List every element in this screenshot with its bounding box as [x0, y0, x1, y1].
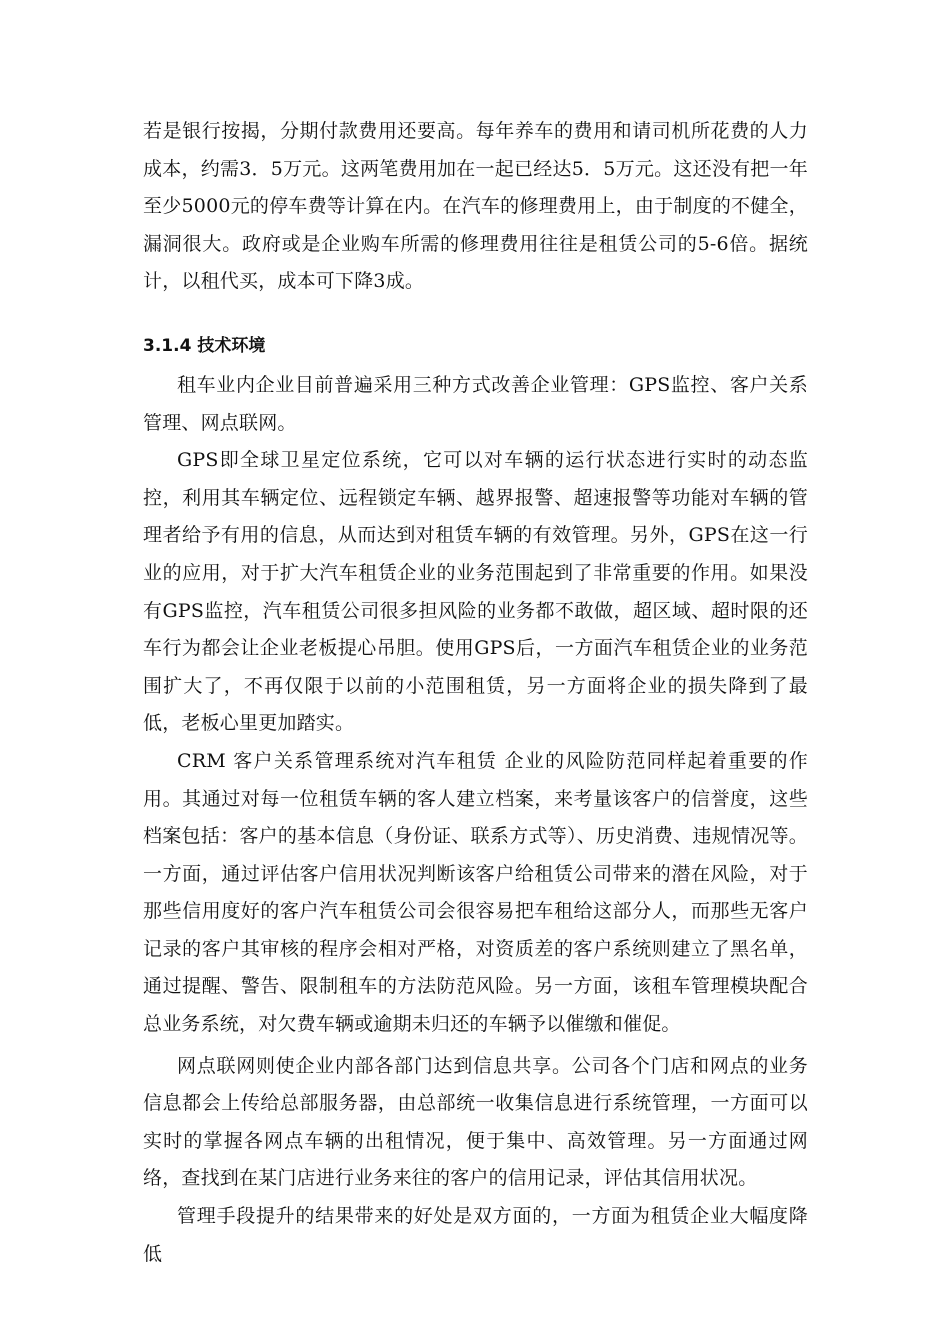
document-page — [143, 113, 808, 1273]
section-heading: 3.1.4 技术环境 — [143, 335, 266, 356]
paragraph-crm: CRM 客户关系管理系统对汽车租赁 企业的风险防范同样起着重要的作用。其通过对每一位租赁车辆的客人建立档案，来考量该客户的信誉度，这些档案包括：客户的基本信息（身份证、联系方式等）、历史消费、违规情况等。一方面，通过评估客户信用状况判断该客户给租赁公司带来的潜在风险，对于那些信用度好的客户汽车租赁公司会很容易把车租给这部分人，而那些无客户记录的客户其审核的程序会相对严格，对资质差的客户系统则建立了黑名单，通过提醒、警告、限制租车的方法防范风险。另一方面，该租车管理模块配合总业务系统，对欠费车辆或逾期未归还的车辆予以催缴和催促。 — [143, 749, 808, 1036]
spacer — [143, 301, 808, 331]
paragraph-gps: GPS即全球卫星定位系统，它可以对车辆的运行状态进行实时的动态监控，利用其车辆定位、远程锁定车辆、越界报警、超速报警等功能对车辆的管理者给予有用的信息，从而达到对租赁车辆的有效管理。另外，GPS在这一行业的应用，对于扩大汽车租赁企业的业务范围起到了非常重要的作用。如果没有GPS监控，汽车租赁公司很多担风险的业务都不敢做，超区域、超时限的还车行为都会让企业老板提心吊胆。使用GPS后，一方面汽车租赁企业的业务范围扩大了，不再仅限于以前的小范围租赁，另一方面将企业的损失降到了最低，老板心里更加踏实。 — [143, 449, 808, 735]
paragraph-network: 网点联网则使企业内部各部门达到信息共享。公司各个门店和网点的业务信息都会上传给总部服务器，由总部统一收集信息进行系统管理，一方面可以实时的掌握各网点车辆的出租情况，便于集中、高效管理。另一方面通过网络，查找到在某门店进行业务来往的客户的信用记录，评估其信用状况。 — [143, 1054, 808, 1190]
paragraph-cost-comparison: 若是银行按揭，分期付款费用还要高。每年养车的费用和请司机所花费的人力成本，约需3．5万元。这两笔费用加在一起已经达5．5万元。这还没有把一年至少5000元的停车费等计算在内。在汽车的修理费用上，由于制度的不健全，漏洞很大。政府或是企业购车所需的修理费用往往是租赁公司的5-6倍。据统计，以租代买，成本可下降3成。 — [143, 120, 808, 293]
paragraph-management-methods: 租车业内企业目前普遍采用三种方式改善企业管理：GPS监控、客户关系管理、网点联网。 — [143, 373, 808, 434]
paragraph-benefits: 管理手段提升的结果带来的好处是双方面的，一方面为租赁企业大幅度降低 — [143, 1205, 808, 1265]
